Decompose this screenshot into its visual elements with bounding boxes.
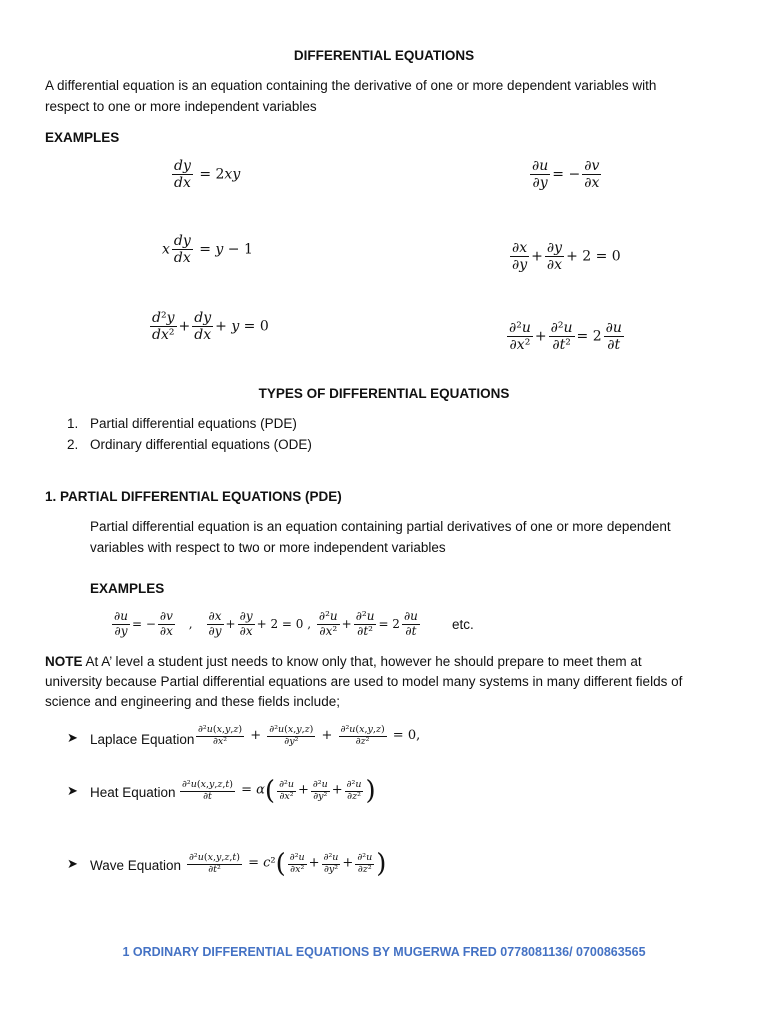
note-label: NOTE <box>45 654 83 669</box>
equation-dy-dx-2xy: $\frac{dy}{dx}$ = 2xy <box>174 158 241 192</box>
laplace-equation-label: Laplace Equation <box>90 732 195 747</box>
pde-examples-equations: $\frac{\partial u}{\partial y}$ = − $\frac{\partial v}{\partial x}$ , $\frac{\partial x}{\partial y}$ + $\frac{\partial y}{\partial x}$ + 2 = 0 , $\frac{\text{∂²u}}{\text{∂x²}}$ + $\frac{\text{∂²u}}{\text{∂t²}}$ = 2 $\frac{\partial u}{\partial t}$ <box>114 609 418 638</box>
types-number-2: 2. <box>67 437 79 452</box>
pde-examples-etc: etc. <box>452 617 474 632</box>
note-line-2: university because Partial differential equations are used to model many systems in many different fields of <box>45 674 683 689</box>
note-line-3: science and engineering and these fields include; <box>45 694 340 709</box>
laplace-equation-formula: $\frac{\text{∂²u(x,y,z)}}{\text{∂x²}}$ + $\frac{\text{∂²u(x,y,z)}}{\text{∂y²}}$ + $\frac{\text{∂²u(x,y,z)}}{\text{∂z²}}$ = 0, <box>198 724 421 747</box>
pde-examples-heading: EXAMPLES <box>90 581 165 596</box>
wave-equation-label: Wave Equation <box>90 858 182 873</box>
equation-du-dy: $\frac{\partial u}{\partial y}$ = − $\frac{\partial v}{\partial x}$ <box>532 158 600 192</box>
heat-equation-label: Heat Equation <box>90 785 176 800</box>
types-item-pde: Partial differential equations (PDE) <box>90 416 297 431</box>
examples-heading: EXAMPLES <box>45 130 120 145</box>
pde-definition-line-1: Partial differential equation is an equation containing partial derivatives of one or more dependent <box>90 519 671 534</box>
intro-line-2: respect to one or more independent variables <box>45 99 317 114</box>
equation-second-order-ode: $\frac{\text{d²y}}{\text{dx²}}$ + $\frac{dy}{dx}$ + y = 0 <box>152 310 269 344</box>
heat-equation-formula: $\frac{\text{∂²u(x,y,z,t)}}{\partial t}$ = α( $\frac{\text{∂²u}}{\text{∂x²}}$ + $\frac{\text{∂²u}}{\text{∂y²}}$ + $\frac{\text{∂²u}}{\text{∂z²}}$ ) <box>182 776 376 806</box>
types-heading: TYPES OF DIFFERENTIAL EQUATIONS <box>258 386 510 401</box>
bullet-arrow-icon: ➤ <box>67 730 78 745</box>
pde-definition-line-2: variables with respect to two or more independent variables <box>90 540 446 555</box>
pde-heading: 1. PARTIAL DIFFERENTIAL EQUATIONS (PDE) <box>45 489 342 504</box>
equation-dx-dy-plus-dy-dx: $\frac{\partial x}{\partial y}$ + $\frac{\partial y}{\partial x}$ + 2 = 0 <box>512 240 621 274</box>
note-line-1-text: At A’ level a student just needs to know only that, however he should prepare to meet them at <box>82 654 642 669</box>
wave-equation-formula: $\frac{\text{∂²u(x,y,z,t)}}{\text{∂t²}}$ = c²( $\frac{\text{∂²u}}{\text{∂x²}}$ + $\frac{\text{∂²u}}{\text{∂y²}}$ + $\frac{\text{∂²u}}{\text{∂z²}}$ ) <box>189 849 387 879</box>
equation-x-dy-dx: x $\frac{dy}{dx}$ = y − 1 <box>162 233 253 267</box>
bullet-arrow-icon: ➤ <box>67 856 78 871</box>
types-number-1: 1. <box>67 416 79 431</box>
bullet-arrow-icon: ➤ <box>67 783 78 798</box>
intro-line-1: A differential equation is an equation containing the derivative of one or more dependent variables with <box>45 78 657 93</box>
equation-second-order-pde: $\frac{\text{∂²u}}{\text{∂x²}}$ + $\frac{\text{∂²u}}{\text{∂t²}}$ = 2 $\frac{\partial u}{\partial t}$ <box>509 320 622 354</box>
types-item-ode: Ordinary differential equations (ODE) <box>90 437 312 452</box>
note-line-1 <box>45 652 642 672</box>
page-title: DIFFERENTIAL EQUATIONS <box>293 48 475 63</box>
page-footer: 1 ORDINARY DIFFERENTIAL EQUATIONS BY MUGERWA FRED 0778081136/ 0700863565 <box>122 945 646 959</box>
